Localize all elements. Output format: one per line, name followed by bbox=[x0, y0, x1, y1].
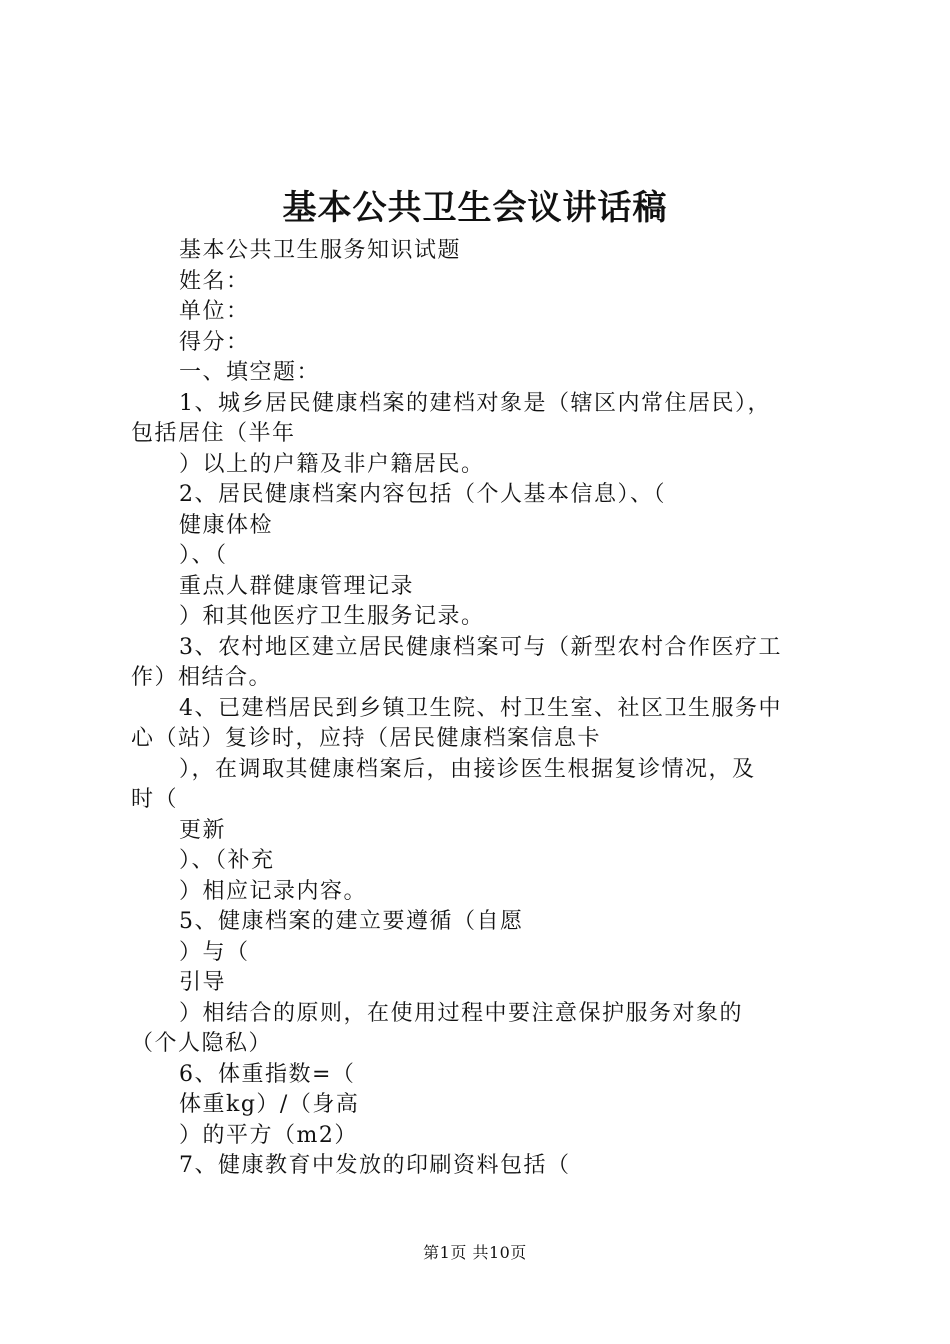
text-line: ），在调取其健康档案后，由接诊医生根据复诊情况，及 bbox=[179, 756, 756, 782]
text-line: 体重kg）/（身高 bbox=[179, 1092, 360, 1117]
text-line: 健康体检 bbox=[179, 512, 274, 538]
text-line: ）与（ bbox=[179, 939, 250, 965]
document-body bbox=[131, 236, 831, 1182]
question-2: 2、居民健康档案内容包括（个人基本信息）、（ bbox=[179, 482, 666, 507]
question-6: 6、体重指数=（ bbox=[179, 1061, 356, 1087]
text-line: 得分： bbox=[179, 329, 250, 355]
text-line: ）相应记录内容。 bbox=[179, 878, 368, 904]
text-line: 重点人群健康管理记录 bbox=[179, 573, 415, 599]
question-7: 7、健康教育中发放的印刷资料包括（ bbox=[179, 1153, 571, 1178]
section-heading: 一、填空题： bbox=[179, 360, 321, 385]
text-line: 引导 bbox=[179, 970, 227, 995]
text-line: ）以上的户籍及非户籍居民。 bbox=[179, 451, 485, 477]
text-line: 作）相结合。 bbox=[131, 665, 273, 690]
text-line: ）和其他医疗卫生服务记录。 bbox=[179, 604, 485, 629]
text-line: 包括居住（半年 bbox=[131, 421, 296, 446]
question-1: 1、城乡居民健康档案的建档对象是（辖区内常住居民）， bbox=[179, 390, 771, 416]
text-line: ）相结合的原则，在使用过程中要注意保护服务对象的 bbox=[179, 1000, 744, 1026]
text-line: 心（站）复诊时，应持（居民健康档案信息卡 bbox=[131, 726, 602, 751]
question-3: 3、农村地区建立居民健康档案可与（新型农村合作医疗工 bbox=[179, 634, 782, 660]
text-line: （个人隐私） bbox=[131, 1031, 273, 1056]
text-line: ）的平方（m2） bbox=[179, 1122, 358, 1148]
text-line: 姓名： bbox=[179, 268, 250, 294]
document-title: 基本公共卫生会议讲话稿 bbox=[282, 188, 668, 228]
text-line: 基本公共卫生服务知识试题 bbox=[179, 238, 462, 263]
text-line: 更新 bbox=[179, 817, 227, 843]
question-4: 4、已建档居民到乡镇卫生院、村卫生室、社区卫生服务中 bbox=[179, 695, 782, 721]
text-line: ）、（ bbox=[179, 543, 228, 568]
question-5: 5、健康档案的建立要遵循（自愿 bbox=[179, 909, 524, 934]
text-line: 时（ bbox=[131, 787, 179, 812]
text-line: 单位： bbox=[179, 299, 250, 324]
text-line: ）、（补充 bbox=[179, 848, 275, 873]
page-footer: 第1页 共10页 bbox=[423, 1243, 527, 1262]
